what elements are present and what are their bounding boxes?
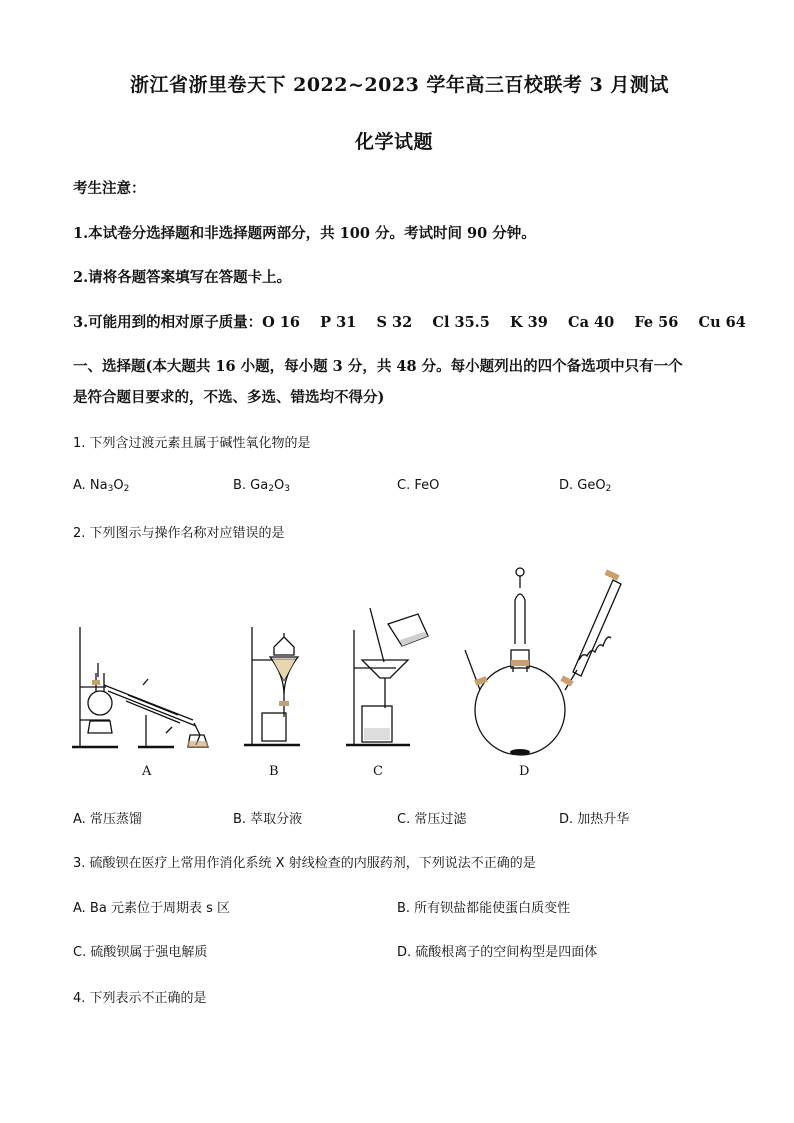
page-subtitle: 化学试题 — [355, 131, 434, 153]
separatory-funnel-icon — [240, 625, 310, 750]
notice-item-1: 1.本试卷分选择题和非选择题两部分，共 100 分。考试时间 90 分钟。 — [73, 225, 536, 242]
question-4-stem: 4. 下列表示不正确的是 — [73, 991, 207, 1006]
three-neck-flask-icon — [455, 560, 635, 760]
notice-item-3: 3.可能用到的相对原子质量：O 16 P 31 S 32 Cl 35.5 K 39 Ca 40 Fe 56 Cu 64 — [73, 314, 746, 331]
question-3-option-d: D. 硫酸根离子的空间构型是四面体 — [397, 945, 598, 960]
filtration-apparatus-icon — [340, 600, 440, 750]
question-1-option-d: D. GeO$_2$ — [559, 478, 612, 494]
section-heading-line1: 一、选择题(本大题共 16 小题，每小题 3 分，共 48 分。每小题列出的四个备选项中只有一个 — [73, 358, 683, 375]
distillation-apparatus-icon — [68, 625, 218, 755]
question-3-option-c: C. 硫酸钡属于强电解质 — [73, 945, 208, 960]
question-2-option-a: A. 常压蒸馏 — [73, 812, 142, 827]
figure-label-a: A — [142, 764, 152, 779]
page-title: 浙江省浙里卷天下 2022~2023 学年高三百校联考 3 月测试 — [130, 74, 669, 96]
notice-item-2: 2.请将各题答案填写在答题卡上。 — [73, 269, 292, 286]
question-2-option-d: D. 加热升华 — [559, 812, 630, 827]
question-3-stem: 3. 硫酸钡在医疗上常用作消化系统 X 射线检查的内服药剂，下列说法不正确的是 — [73, 856, 536, 871]
figure-label-d: D — [519, 764, 530, 779]
question-2-option-b: B. 萃取分液 — [233, 812, 303, 827]
question-3-option-a: A. Ba 元素位于周期表 s 区 — [73, 901, 230, 916]
section-heading-line2: 是符合题目要求的，不选、多选、错选均不得分) — [73, 389, 385, 406]
figure-label-b: B — [269, 764, 279, 779]
question-2-stem: 2. 下列图示与操作名称对应错误的是 — [73, 526, 285, 541]
question-1-option-b: B. $Ga_2O_3$ — [233, 478, 290, 494]
notice-heading: 考生注意： — [73, 180, 146, 197]
question-1-option-a: A. $Na_3O_2$ — [73, 478, 130, 494]
question-1-stem: 1. 下列含过渡元素且属于碱性氧化物的是 — [73, 436, 311, 451]
question-3-option-b: B. 所有钡盐都能使蛋白质变性 — [397, 901, 571, 916]
question-2-option-c: C. 常压过滤 — [397, 812, 467, 827]
figure-label-c: C — [373, 764, 383, 779]
question-1-option-c: C. FeO — [397, 478, 440, 493]
